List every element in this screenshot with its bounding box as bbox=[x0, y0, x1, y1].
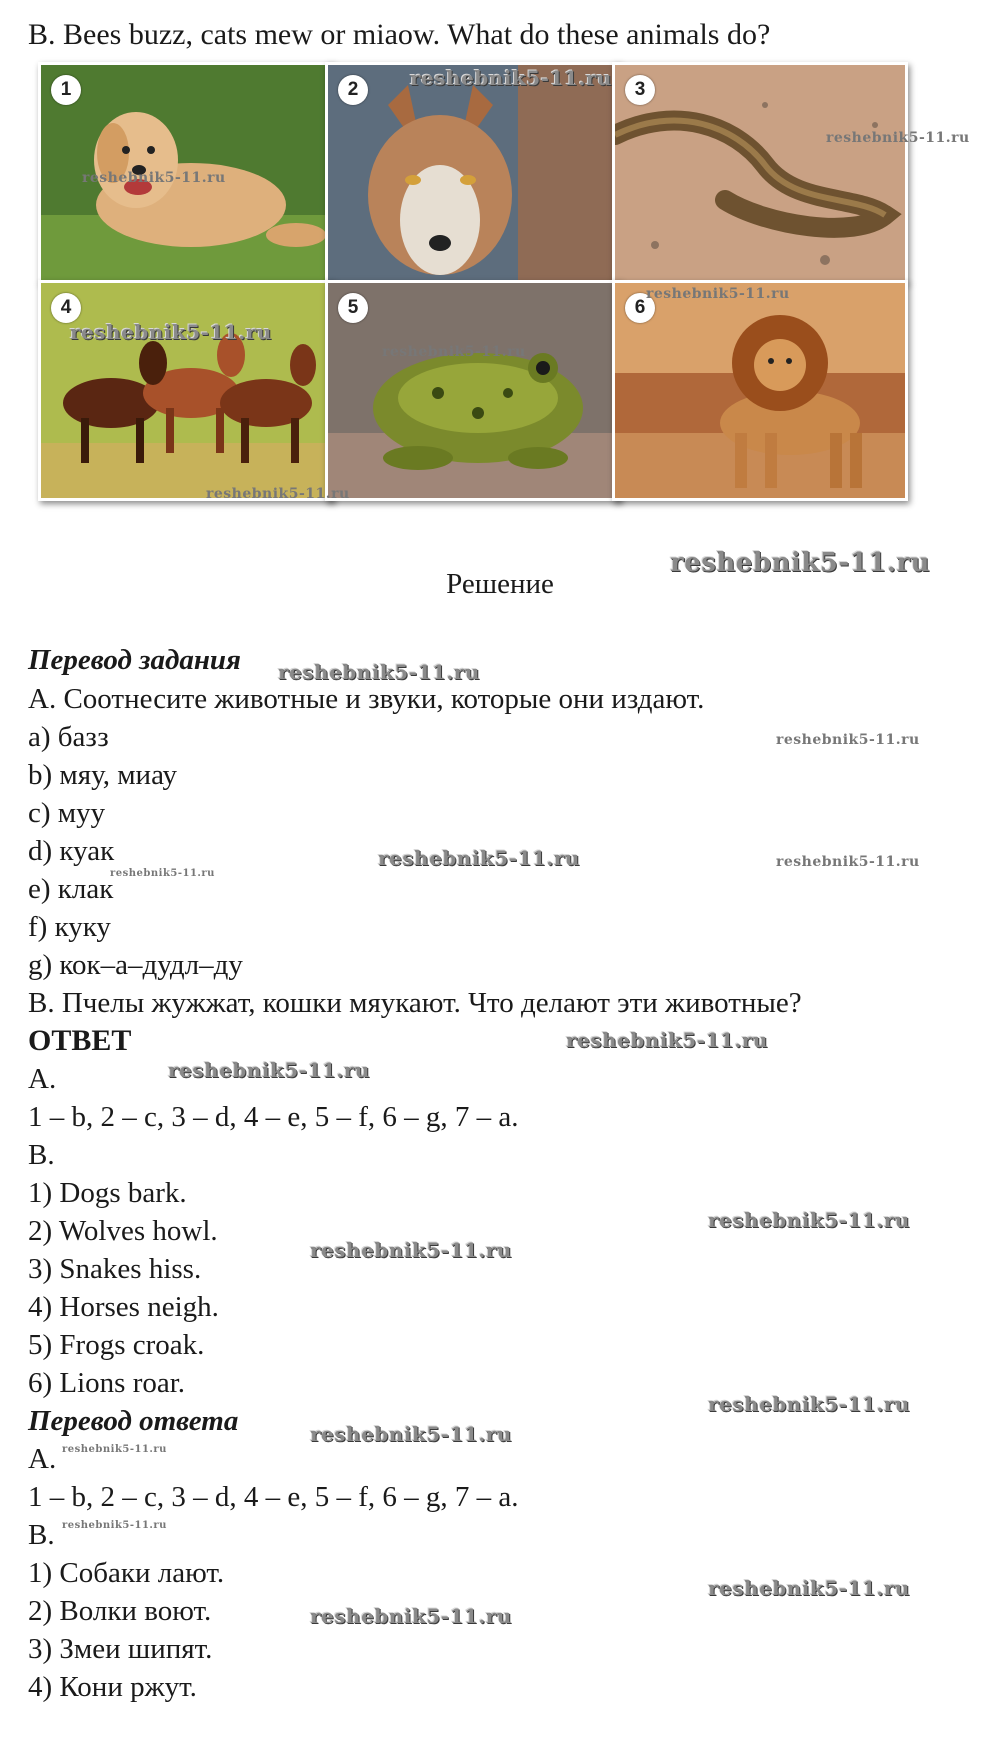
answer-translation-a-line: 1 – b, 2 – c, 3 – d, 4 – e, 5 – f, 6 – g, 7 – a. bbox=[28, 1481, 519, 1513]
horses-illustration bbox=[41, 283, 331, 498]
watermark: reshebnik5-11.ru bbox=[646, 286, 790, 302]
answer-b-line: 5) Frogs croak. bbox=[28, 1329, 205, 1361]
photo-number-badge: 6 bbox=[625, 293, 655, 323]
watermark: reshebnik5-11.ru bbox=[382, 344, 526, 360]
watermark: reshebnik5-11.ru bbox=[670, 548, 931, 578]
answer-b-line: 1) Dogs bark. bbox=[28, 1177, 187, 1209]
translation-line: e) клак bbox=[28, 873, 114, 905]
photo-frog bbox=[325, 280, 621, 501]
watermark: reshebnik5-11.ru bbox=[378, 846, 580, 870]
watermark: reshebnik5-11.ru bbox=[708, 1576, 910, 1600]
answer-b-line: 2) Wolves howl. bbox=[28, 1215, 218, 1247]
photo-wolf bbox=[325, 62, 621, 283]
wolf-illustration bbox=[328, 65, 618, 280]
solution-title: Решение bbox=[446, 568, 554, 600]
answer-b-line: 4) Horses neigh. bbox=[28, 1291, 219, 1323]
frog-illustration bbox=[328, 283, 618, 498]
watermark: reshebnik5-11.ru bbox=[776, 732, 920, 748]
photo-lion bbox=[612, 280, 908, 501]
photo-number-badge: 4 bbox=[51, 293, 81, 323]
watermark: reshebnik5-11.ru bbox=[110, 868, 215, 879]
task-b-heading: B. Bees buzz, cats mew or miaow. What do these animals do? bbox=[28, 18, 771, 51]
translation-line: f) куку bbox=[28, 911, 111, 943]
watermark: reshebnik5-11.ru bbox=[62, 1444, 167, 1455]
translation-line: a) базз bbox=[28, 721, 109, 753]
watermark: reshebnik5-11.ru bbox=[708, 1208, 910, 1232]
photo-number-badge: 2 bbox=[338, 75, 368, 105]
photo-snake bbox=[612, 62, 908, 283]
photo-number-badge: 1 bbox=[51, 75, 81, 105]
translation-line: c) муу bbox=[28, 797, 106, 829]
answer-translation-b-line: 2) Волки воют. bbox=[28, 1595, 212, 1627]
answer-b-line: 6) Lions roar. bbox=[28, 1367, 186, 1399]
answer-translation-b-line: 1) Собаки лают. bbox=[28, 1557, 225, 1589]
watermark: reshebnik5-11.ru bbox=[278, 660, 480, 684]
watermark: reshebnik5-11.ru bbox=[82, 170, 226, 186]
watermark: reshebnik5-11.ru bbox=[168, 1058, 370, 1082]
translation-line: b) мяу, миау bbox=[28, 759, 177, 791]
translation-line: A. Соотнесите животные и звуки, которые они издают. bbox=[28, 683, 705, 715]
watermark: reshebnik5-11.ru bbox=[310, 1238, 512, 1262]
answer-b-line: 3) Snakes hiss. bbox=[28, 1253, 202, 1285]
watermark: reshebnik5-11.ru bbox=[826, 130, 970, 146]
answer-a-label: A. bbox=[28, 1063, 57, 1095]
watermark: reshebnik5-11.ru bbox=[708, 1392, 910, 1416]
snake-illustration bbox=[615, 65, 905, 280]
answer-a-line: 1 – b, 2 – c, 3 – d, 4 – e, 5 – f, 6 – g, 7 – a. bbox=[28, 1101, 519, 1133]
answer-heading: ОТВЕТ bbox=[28, 1024, 132, 1057]
watermark: reshebnik5-11.ru bbox=[310, 1422, 512, 1446]
photo-number-badge: 3 bbox=[625, 75, 655, 105]
lion-illustration bbox=[615, 283, 905, 498]
watermark: reshebnik5-11.ru bbox=[566, 1028, 768, 1052]
translation-line: B. Пчелы жужжат, кошки мяукают. Что делают эти животные? bbox=[28, 987, 802, 1019]
watermark: reshebnik5-11.ru bbox=[776, 854, 920, 870]
answer-translation-a-label: A. bbox=[28, 1443, 57, 1475]
watermark: reshebnik5-11.ru bbox=[62, 1520, 167, 1531]
answer-b-label: B. bbox=[28, 1139, 55, 1171]
answer-translation-b-label: B. bbox=[28, 1519, 55, 1551]
translation-line: d) куак bbox=[28, 835, 115, 867]
watermark: reshebnik5-11.ru bbox=[310, 1604, 512, 1628]
answer-translation-b-line: 4) Кони ржут. bbox=[28, 1671, 197, 1703]
translation-line: g) кок–а–дудл–ду bbox=[28, 949, 243, 981]
answer-translation-b-line: 3) Змеи шипят. bbox=[28, 1633, 213, 1665]
photo-horses bbox=[38, 280, 334, 501]
watermark: reshebnik5-11.ru bbox=[206, 486, 350, 502]
photo-number-badge: 5 bbox=[338, 293, 368, 323]
watermark: reshebnik5-11.ru bbox=[410, 66, 612, 90]
translation-heading: Перевод задания bbox=[28, 644, 241, 676]
answer-translation-heading: Перевод ответа bbox=[28, 1405, 239, 1437]
watermark: reshebnik5-11.ru bbox=[70, 320, 272, 344]
